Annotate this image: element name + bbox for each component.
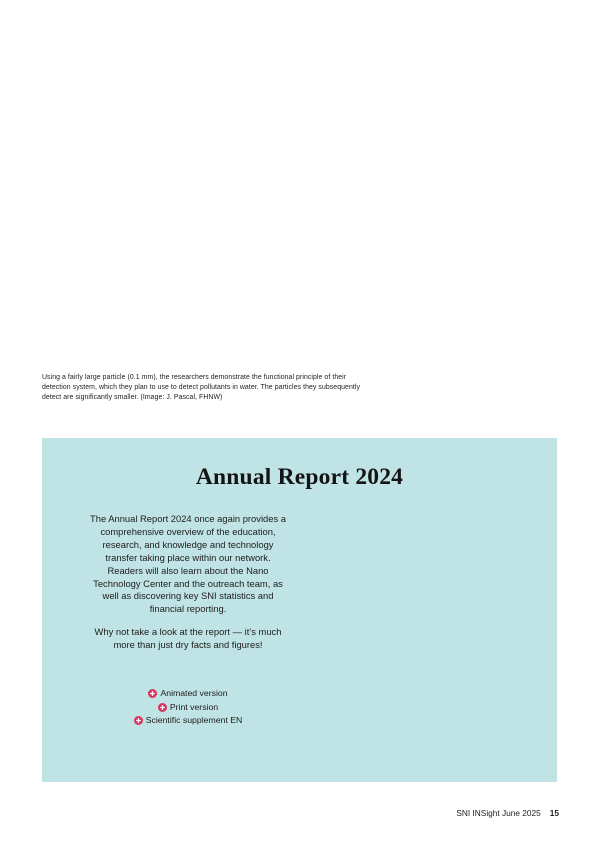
link-label: Animated version — [160, 688, 228, 698]
link-print-version[interactable] — [42, 703, 334, 712]
intro-line: comprehensive overview of the education, — [100, 525, 276, 537]
callout-line: Why not take a look at the report — it’s much — [94, 626, 282, 637]
intro-line: research, and knowledge and technology — [102, 538, 274, 550]
report-links — [42, 689, 334, 725]
photo-caption-line: detect are significantly smaller. (Image: J. Pascal, FHNW) — [42, 394, 223, 401]
link-animated-version[interactable] — [42, 689, 334, 698]
intro-line: Technology Center and the outreach team, as — [93, 577, 283, 589]
photo-caption-line: detection system, which they plan to use to detect pollutants in water. The particles they subsequently — [42, 384, 360, 391]
plus-circle-icon — [134, 716, 143, 725]
page-number: 15 — [549, 808, 559, 818]
intro-line: financial reporting. — [149, 603, 227, 615]
publication-name: SNI INSight June 2025 — [456, 808, 541, 818]
intro-line: transfer taking place within our network. — [105, 551, 271, 563]
photo-caption-line: Using a fairly large particle (0.1 mm), the researchers demonstrate the functional principle of their — [42, 374, 347, 381]
intro-paragraph — [42, 513, 334, 616]
photo-caption — [42, 373, 360, 403]
callout-paragraph — [42, 626, 334, 652]
callout-line: more than just dry facts and figures! — [113, 638, 263, 650]
plus-circle-icon — [158, 703, 167, 712]
link-scientific-supplement[interactable] — [42, 716, 334, 725]
intro-line: well as discovering key SNI statistics and — [102, 590, 274, 602]
intro-line: Readers will also learn about the Nano — [107, 564, 269, 576]
link-label: Scientific supplement EN — [145, 715, 243, 726]
plus-circle-icon — [148, 689, 157, 698]
panel-title: Annual Report 2024 — [195, 464, 404, 490]
page-footer — [456, 808, 559, 818]
intro-line: The Annual Report 2024 once again provides a — [90, 513, 286, 524]
annual-report-panel — [42, 438, 557, 782]
link-label: Print version — [169, 701, 219, 712]
